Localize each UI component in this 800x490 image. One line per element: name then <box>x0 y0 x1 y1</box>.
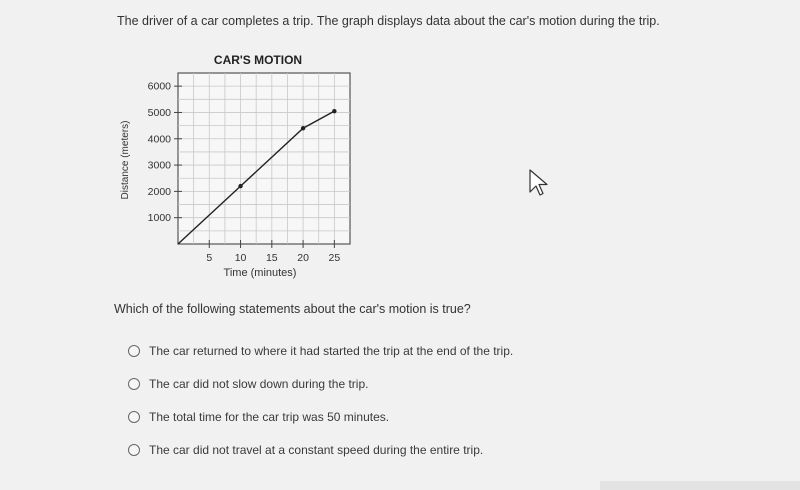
x-axis-label: Time (minutes) <box>223 267 297 279</box>
y-tick-label: 2000 <box>147 185 171 198</box>
y-tick-label: 1000 <box>147 212 171 225</box>
x-tick-label: 20 <box>297 252 309 264</box>
question-intro: The driver of a car completes a trip. The graph displays data about the car's motion during the trip. <box>117 14 660 28</box>
x-tick-label: 5 <box>206 252 213 264</box>
y-tick-label: 4000 <box>147 133 171 146</box>
answer-choices <box>128 334 513 466</box>
answer-option-label: The total time for the car trip was 50 minutes. <box>149 409 390 424</box>
bottom-toolbar-strip <box>600 481 800 490</box>
question-prompt: Which of the following statements about the car's motion is true? <box>114 302 471 316</box>
radio-icon[interactable] <box>128 444 140 456</box>
data-point <box>301 126 305 130</box>
data-point <box>332 109 336 113</box>
data-point <box>238 184 242 188</box>
radio-icon[interactable] <box>128 345 140 357</box>
x-tick-label: 15 <box>265 252 278 264</box>
chart-title: CAR'S MOTION <box>213 53 303 67</box>
answer-option-a[interactable] <box>128 334 513 367</box>
distance-time-chart <box>112 48 372 283</box>
y-axis-label: Distance (meters) <box>120 120 131 200</box>
answer-option-d[interactable] <box>128 433 513 466</box>
y-tick-label: 6000 <box>147 80 171 93</box>
x-tick-label: 25 <box>328 252 341 264</box>
y-tick-label: 5000 <box>147 106 171 119</box>
x-tick-label: 10 <box>234 252 247 264</box>
answer-option-b[interactable] <box>128 367 513 400</box>
plot-frame <box>178 73 350 244</box>
radio-icon[interactable] <box>128 411 140 423</box>
answer-option-label: The car did not slow down during the trip. <box>149 376 369 391</box>
arrow-cursor-icon <box>528 168 550 198</box>
answer-option-label: The car did not travel at a constant speed during the entire trip. <box>149 442 484 457</box>
radio-icon[interactable] <box>128 378 140 390</box>
y-tick-label: 3000 <box>147 159 171 172</box>
answer-option-c[interactable] <box>128 400 513 433</box>
answer-option-label: The car returned to where it had started the trip at the end of the trip. <box>149 343 514 358</box>
